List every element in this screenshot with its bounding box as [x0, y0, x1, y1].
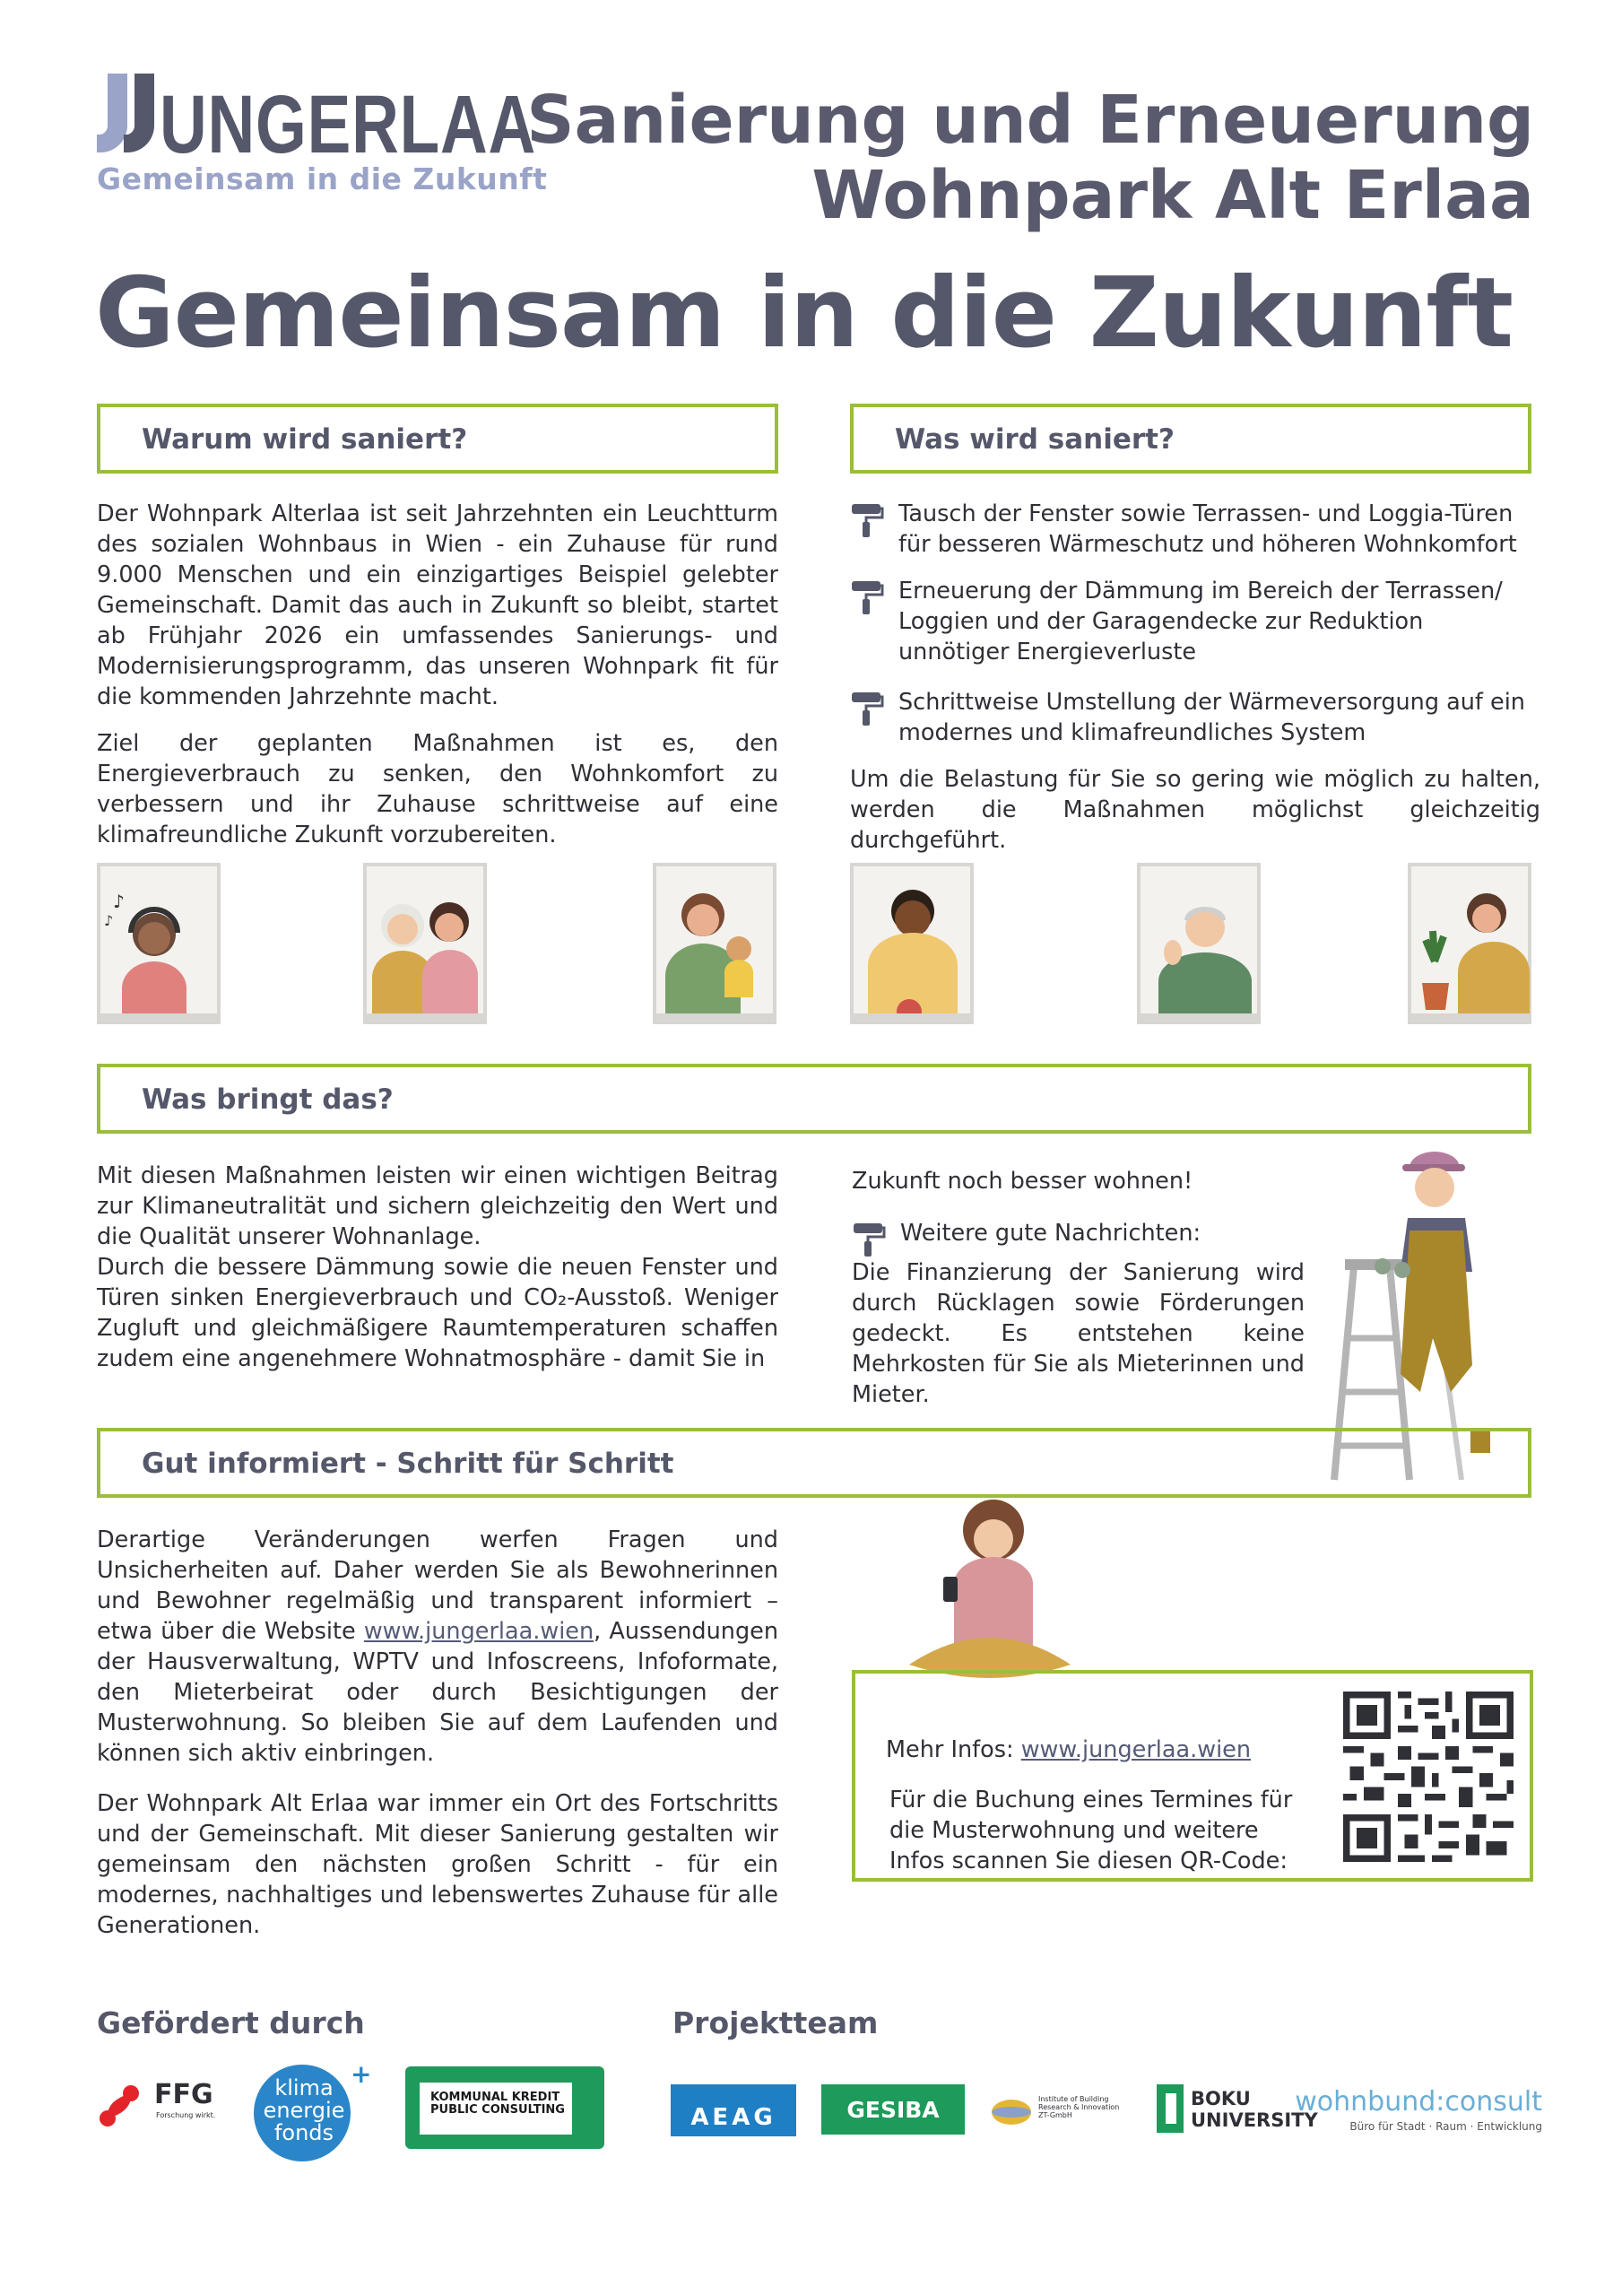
section-heading-benefit: Was bringt das? — [97, 1064, 1531, 1134]
ibr-logo: Institute of Building Research & Innovation ZT-GmbH — [990, 2093, 1133, 2129]
website-link[interactable]: www.jungerlaa.wien — [363, 1618, 594, 1645]
jungerlaa-logo — [97, 74, 545, 170]
header-title-line2: Wohnpark Alt Erlaa — [811, 157, 1534, 234]
window-illustration-knitting-man — [850, 863, 974, 1024]
benefit-paragraph-1: Mit diesen Maßnahmen leisten wir einen wichtigen Beitrag zur Klimaneutralität und sichern gleichzeitig den Wert und die Qualität unserer Wohnanlage. — [97, 1162, 778, 1250]
more-info-line: Mehr Infos: www.jungerlaa.wien — [886, 1736, 1252, 1763]
info-box-link[interactable]: www.jungerlaa.wien — [1020, 1736, 1252, 1763]
list-item: Tausch der Fenster sowie Terrassen- und Loggia-Türen für besseren Wärmeschutz und höheren Wohnkomfort — [850, 499, 1540, 561]
news-text: Die Finanzierung der Sanierung wird durch Rücklagen sowie Förderungen gedeckt. Es entstehen keine Mehrkosten für Sie als Mieterinnen und Mieter. — [852, 1259, 1305, 1408]
window-illustration-plant-watering — [1408, 863, 1531, 1024]
news-heading: Weitere gute Nachrichten: — [852, 1218, 1318, 1254]
ffg-mark-icon — [97, 2084, 151, 2127]
svg-text:♪: ♪ — [104, 912, 114, 929]
boku-mark-icon — [1155, 2083, 1185, 2135]
window-illustration-waving-grandfather — [1137, 863, 1261, 1024]
funded-by-heading: Gefördert durch — [97, 2005, 365, 2040]
paint-roller-icon — [850, 579, 884, 615]
section-heading-info: Gut informiert - Schritt für Schritt — [97, 1428, 1531, 1498]
page-title: Gemeinsam in die Zukunft — [95, 257, 1513, 370]
benefit-paragraph-2: Durch die bessere Dämmung sowie die neuen Fenster und Türen sinken Energieverbrauch und CO₂-Ausstoß. Weniger Zugluft und gleichmäßigere Raumtemperaturen schaffen zudem eine angenehmere Wohnatmosphäre - damit Sie in — [97, 1254, 778, 1372]
kommunalkredit-logo: KOMMUNAL KREDIT PUBLIC CONSULTING — [405, 2066, 604, 2149]
boku-logo: BOKU UNIVERSITY — [1155, 2083, 1262, 2136]
header-title-line1: Sanierung und Erneuerung — [526, 82, 1534, 159]
benefit-continuation: Zukunft noch besser wohnen! — [852, 1168, 1193, 1195]
klima-energie-fonds-logo: klima energie fonds + — [254, 2059, 370, 2161]
project-team-heading: Projektteam — [672, 2005, 879, 2040]
what-closing: Um die Belastung für Sie so gering wie möglich zu halten, werden die Maßnahmen möglichst gleichzeitig durchgeführt. — [850, 766, 1540, 854]
more-info-box — [852, 1670, 1533, 1882]
info-paragraph-1: Derartige Veränderungen werfen Fragen und Unsicherheiten auf. Daher werden Sie als Bewohnerinnen und Bewohner regelmäßig und transparent informiert – etwa über die Website www.jungerlaa.wien, Aussendungen der Hausverwaltung, WPTV und Infoscreens, Infoformate, den Mieterbeirat oder durch Besichtigungen der Musterwohnung. So bleiben Sie auf dem Laufenden und können sich aktiv einbringen. — [97, 1526, 778, 1767]
ibr-globe-icon — [990, 2097, 1033, 2127]
svg-text:♪: ♪ — [113, 891, 125, 912]
wohnbund-consult-logo: wohnbund:consult Büro für Stadt · Raum · Entwicklung — [1295, 2086, 1542, 2133]
gesiba-logo: GESIBA — [821, 2084, 965, 2135]
svg-text:UNGERLAA: UNGERLAA — [160, 79, 536, 170]
info-paragraph-2: Der Wohnpark Alt Erlaa war immer ein Ort des Fortschritts und der Gemeinschaft. Mit dieser Sanierung gestalten wir gemeinsam den nächsten großen Schritt - für ein modernes, nachhaltiges und lebenswertes Zuhause für alle Generationen. — [97, 1790, 778, 1939]
paint-roller-icon — [850, 502, 884, 538]
paint-roller-icon — [852, 1222, 886, 1257]
plus-icon: + — [351, 2059, 372, 2089]
list-item: Erneuerung der Dämmung im Bereich der Terrassen/ Loggien und der Garagendecke zur Reduktion unnötiger Energieverluste — [850, 576, 1540, 669]
section-heading-why: Warum wird saniert? — [97, 404, 778, 474]
paint-roller-icon — [850, 691, 884, 726]
more-info-text: Für die Buchung eines Termines für die Musterwohnung und weitere Infos scannen Sie diesen QR-Code: — [889, 1787, 1293, 1874]
aeag-logo: AEAG — [671, 2084, 796, 2136]
list-item: Schrittweise Umstellung der Wärmeversorgung auf ein modernes und klimafreundliches System — [850, 687, 1540, 750]
section-heading-what: Was wird saniert? — [850, 404, 1531, 474]
logo-tagline: Gemeinsam in die Zukunft — [97, 161, 548, 196]
ffg-logo: FFG Forschung wirkt. — [97, 2077, 222, 2131]
window-illustration-music-listener — [97, 863, 221, 1024]
why-paragraph-2: Ziel der geplanten Maßnahmen ist es, den Energieverbrauch zu senken, den Wohnkomfort zu verbessern und ihr Zuhause schrittweise auf eine klimafreundliche Zukunft vorzubereiten. — [97, 730, 778, 848]
header-title — [526, 83, 1534, 233]
qr-code[interactable] — [1343, 1692, 1514, 1862]
window-illustration-elderly-couple — [363, 863, 487, 1024]
why-paragraph-1: Der Wohnpark Alterlaa ist seit Jahrzehnten ein Leuchtturm des sozialen Wohnbaus in Wien - ein Zuhause für rund 9.000 Menschen und ein einzigartiges Beispiel gelebter Gemeinschaft. Damit das auch in Zukunft so bleibt, startet ab Frühjahr 2026 ein umfassendes Sanierungs- und Modernisierungsprogramm, das unseren Wohnpark fit für die kommenden Jahrzehnte macht. — [97, 500, 778, 710]
window-illustration-father-child — [653, 863, 776, 1024]
woman-with-phone-illustration — [900, 1494, 1080, 1683]
